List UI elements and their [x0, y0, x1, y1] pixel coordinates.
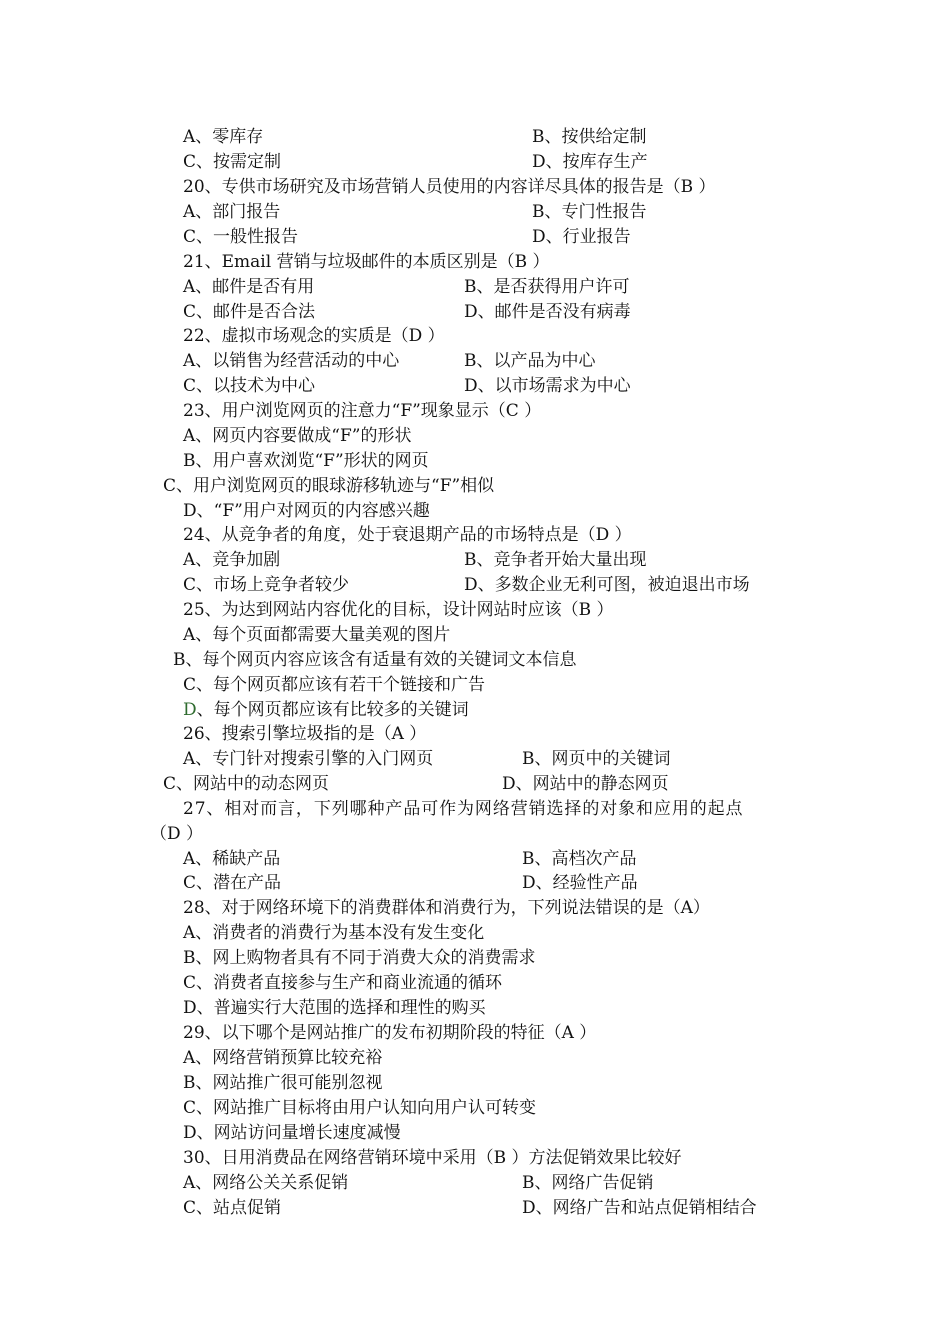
option-text: C、按需定制 [183, 152, 282, 172]
text-line [0, 250, 950, 275]
option-text: B、竞争者开始大量出现 [464, 550, 647, 570]
option-text: D、网站访问量增长速度减慢 [183, 1123, 401, 1143]
option-text: D、多数企业无利可图，被迫退出市场 [464, 575, 750, 595]
option-text: B、高档次产品 [522, 849, 637, 869]
text-line [0, 698, 950, 723]
text-line [0, 573, 950, 598]
option-text: B、用户喜欢浏览“F”形状的网页 [183, 451, 429, 471]
text-line [0, 399, 950, 424]
option-text: A、专门针对搜索引擎的入门网页 [183, 749, 434, 769]
text-line [0, 623, 950, 648]
question-text: 20、专供市场研究及市场营销人员使用的内容详尽具体的报告是（B ） [183, 177, 716, 197]
option-text: C、消费者直接参与生产和商业流通的循环 [183, 973, 503, 993]
text-line [0, 449, 950, 474]
text-line [0, 847, 950, 872]
text-line [0, 1196, 950, 1221]
option-text: B、网上购物者具有不同于消费大众的消费需求 [183, 948, 536, 968]
option-text: D、普遍实行大范围的选择和理性的购买 [183, 998, 486, 1018]
text-line [0, 1046, 950, 1071]
text-line [0, 324, 950, 349]
option-text: B、以产品为中心 [464, 351, 596, 371]
question-text: 25、为达到网站内容优化的目标，设计网站时应该（B ） [183, 600, 614, 620]
text-line [0, 1071, 950, 1096]
text-line [0, 772, 950, 797]
option-text: D、网络广告和站点促销相结合 [522, 1198, 757, 1218]
text-line [0, 946, 950, 971]
option-text: A、网络公关关系促销 [183, 1173, 349, 1193]
text-line [0, 822, 950, 847]
question-text: 26、搜索引擎垃圾指的是（A ） [183, 724, 427, 744]
text-line [0, 424, 950, 449]
text-line [0, 747, 950, 772]
option-text: D、每个网页都应该有比较多的关键词 [183, 700, 469, 720]
option-text: C、网站推广目标将由用户认知向用户认可转变 [183, 1098, 537, 1118]
text-line [0, 673, 950, 698]
option-text: B、网络广告促销 [522, 1173, 654, 1193]
text-line [0, 175, 950, 200]
text-line [0, 374, 950, 399]
option-text: A、消费者的消费行为基本没有发生变化 [183, 923, 485, 943]
option-text: C、以技术为中心 [183, 376, 316, 396]
question-text: 27、相对而言，下列哪种产品可作为网络营销选择的对象和应用的起点 [183, 799, 744, 819]
option-text: C、站点促销 [183, 1198, 282, 1218]
text-line [0, 523, 950, 548]
option-text: D、网站中的静态网页 [502, 774, 669, 794]
text-line [0, 871, 950, 896]
text-line [0, 474, 950, 499]
text-line [0, 548, 950, 573]
option-text: A、部门报告 [183, 202, 281, 222]
option-text: D、经验性产品 [522, 873, 638, 893]
text-line [0, 300, 950, 325]
question-text: 29、以下哪个是网站推广的发布初期阶段的特征（A ） [183, 1023, 597, 1043]
option-text: A、每个页面都需要大量美观的图片 [183, 625, 451, 645]
question-text: 28、对于网络环境下的消费群体和消费行为，下列说法错误的是（A） [183, 898, 710, 918]
option-text: A、以销售为经营活动的中心 [183, 351, 400, 371]
text-line [0, 499, 950, 524]
option-text: A、网页内容要做成“F”的形状 [183, 426, 412, 446]
text-line [0, 722, 950, 747]
question-text: 23、用户浏览网页的注意力“F”现象显示（C ） [183, 401, 542, 421]
text-line [0, 1171, 950, 1196]
option-text: D、以市场需求为中心 [464, 376, 631, 396]
option-text: A、邮件是否有用 [183, 277, 315, 297]
option-text: A、竞争加剧 [183, 550, 281, 570]
text-line [0, 896, 950, 921]
text-line [0, 648, 950, 673]
text-line [0, 225, 950, 250]
option-text: B、网站推广很可能别忽视 [183, 1073, 383, 1093]
text-line [0, 349, 950, 374]
question-text: 22、虚拟市场观念的实质是（D ） [183, 326, 445, 346]
option-text: C、每个网页都应该有若干个链接和广告 [183, 675, 486, 695]
text-line [0, 971, 950, 996]
text-line [0, 200, 950, 225]
option-text: C、用户浏览网页的眼球游移轨迹与“F”相似 [163, 476, 495, 496]
option-text: D、按库存生产 [532, 152, 648, 172]
option-text: B、网页中的关键词 [522, 749, 671, 769]
option-text: A、稀缺产品 [183, 849, 281, 869]
text-line [0, 1146, 950, 1171]
text-line [0, 275, 950, 300]
answer-text: （D ） [150, 824, 204, 844]
text-line [0, 1121, 950, 1146]
text-line [0, 1021, 950, 1046]
question-text: 21、Email 营销与垃圾邮件的本质区别是（B ） [183, 252, 550, 272]
option-text: D、邮件是否没有病毒 [464, 302, 631, 322]
option-text: A、网络营销预算比较充裕 [183, 1048, 383, 1068]
option-text: A、零库存 [183, 127, 264, 147]
option-text: D、“F”用户对网页的内容感兴趣 [183, 501, 430, 521]
option-text: C、一般性报告 [183, 227, 299, 247]
option-text: B、按供给定制 [532, 127, 647, 147]
text-line [0, 598, 950, 623]
option-text: D、行业报告 [532, 227, 631, 247]
option-text: B、每个网页内容应该含有适量有效的关键词文本信息 [173, 650, 577, 670]
text-line [0, 996, 950, 1021]
text-line [0, 1096, 950, 1121]
question-text: 30、日用消费品在网络营销环境中采用（B ）方法促销效果比较好 [183, 1148, 682, 1168]
question-text: 24、从竞争者的角度，处于衰退期产品的市场特点是（D ） [183, 525, 632, 545]
option-text: C、市场上竞争者较少 [183, 575, 350, 595]
text-line [0, 150, 950, 175]
option-text: C、潜在产品 [183, 873, 282, 893]
option-text: C、邮件是否合法 [183, 302, 316, 322]
text-line [0, 921, 950, 946]
option-text: C、网站中的动态网页 [163, 774, 330, 794]
option-text: B、专门性报告 [532, 202, 647, 222]
text-line [0, 797, 950, 822]
option-text: B、是否获得用户许可 [464, 277, 630, 297]
text-line [0, 125, 950, 150]
